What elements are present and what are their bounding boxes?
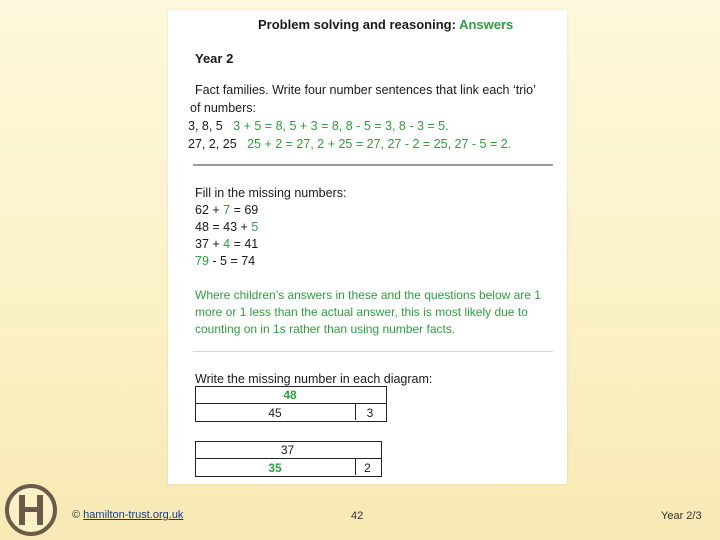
fact-families-instruction-2: of numbers: xyxy=(190,101,257,115)
trio: 27, 2, 25 xyxy=(188,137,237,151)
title-answers: Answers xyxy=(459,17,514,32)
equation-line xyxy=(195,202,258,219)
eq-part: - 5 = 74 xyxy=(208,254,256,268)
eq-answer: 7 xyxy=(223,203,231,217)
fact-families-instruction: Fact families. Write four number sentences that link each ‘trio’ xyxy=(195,83,536,97)
website-link[interactable]: hamilton-trust.org.uk xyxy=(83,509,184,521)
eq-part: 48 = 43 + xyxy=(195,220,252,234)
eq-part: 37 + xyxy=(195,237,224,251)
trio: 3, 8, 5 xyxy=(188,119,223,133)
missing-numbers-instruction: Fill in the missing numbers: xyxy=(195,186,347,200)
section-divider xyxy=(193,351,553,352)
eq-part: = 69 xyxy=(230,203,259,217)
worksheet-page xyxy=(168,10,567,484)
hamilton-logo-icon xyxy=(4,484,58,536)
section-divider xyxy=(193,164,553,166)
fact-family-row xyxy=(188,136,511,153)
year-heading: Year 2 xyxy=(195,51,234,66)
year-label: Year 2/3 xyxy=(661,510,702,522)
footer-copyright xyxy=(72,509,183,521)
teacher-note: Where children’s answers in these and the questions below are 1 more or 1 less than the actual answer, this is most likely due to counting on in 1s rather than using number facts. xyxy=(195,288,541,336)
diagram-left-value: 45 xyxy=(268,406,282,420)
diagram-top-value: 48 xyxy=(283,388,297,402)
eq-answer: 5 xyxy=(251,220,259,234)
eq-part: 62 + xyxy=(195,203,224,217)
trio-answer: 25 + 2 = 27, 2 + 25 = 27, 27 - 2 = 25, 27 - 5 = 2. xyxy=(247,137,512,151)
diagram-left-value: 35 xyxy=(268,461,282,475)
fact-family-row xyxy=(188,118,449,135)
page-title xyxy=(258,17,513,32)
diagram-right-value: 3 xyxy=(366,406,374,420)
equation-line xyxy=(195,236,258,253)
equation-line xyxy=(195,219,258,236)
eq-answer: 4 xyxy=(223,237,231,251)
diagram-instruction: Write the missing number in each diagram: xyxy=(195,372,433,386)
diagram-right-value: 2 xyxy=(364,461,371,475)
page-number: 42 xyxy=(351,510,364,522)
trio-answer: 3 + 5 = 8, 5 + 3 = 8, 8 - 5 = 3, 8 - 3 = 5. xyxy=(233,119,449,133)
copyright-symbol: © xyxy=(72,509,84,521)
eq-answer: 79 xyxy=(195,254,209,268)
equation-line xyxy=(195,253,255,270)
eq-part: = 41 xyxy=(230,237,259,251)
diagram-top-value: 37 xyxy=(280,443,295,457)
title-text: Problem solving and reasoning: xyxy=(258,17,460,32)
